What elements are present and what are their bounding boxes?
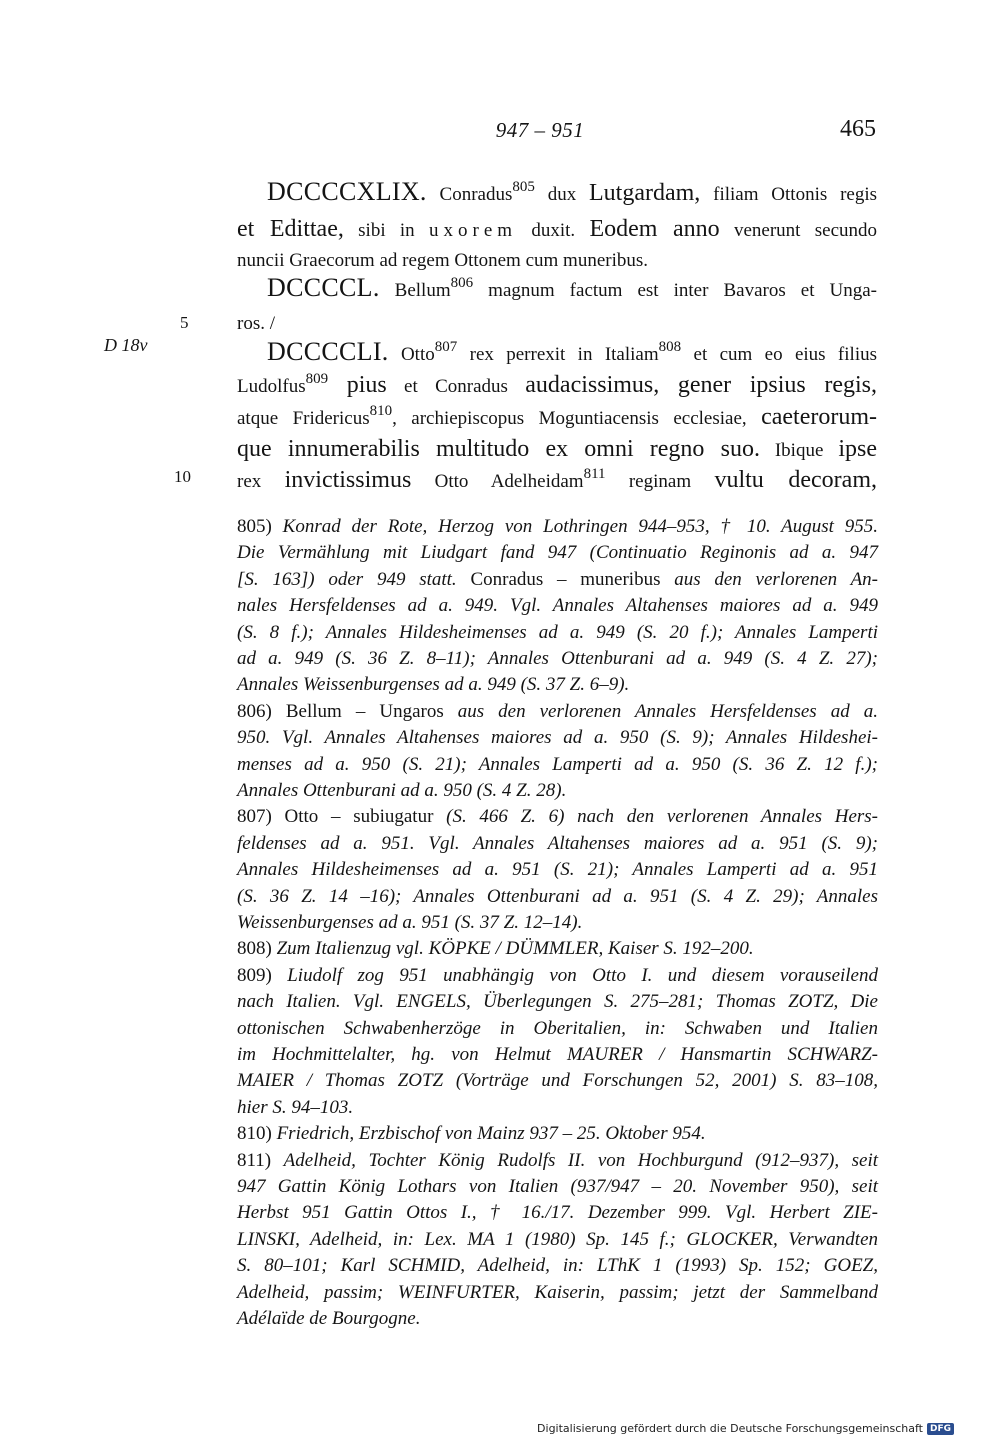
footnote-811-line xyxy=(237,1280,878,1306)
footnote-text: hier S. 94–103. xyxy=(237,1096,354,1118)
footnote-text: LINSKI, Adelheid, in: Lex. MA 1 (1980) Sp. 145 f.; GLOCKER, Verwandten xyxy=(237,1228,878,1250)
footnote-text: S. 80–101; Karl SCHMID, Adelheid, in: LThK 1 (1993) Sp. 152; GOEZ, xyxy=(237,1255,878,1277)
footnote-806-line xyxy=(237,752,878,778)
main-line-9: que innumerabilis multitudo ex omni regno suo. Ibique ipse xyxy=(237,436,877,462)
footnote-805-line xyxy=(237,540,878,566)
main-line-4: DCCCCL. Bellum$^{806}$ magnum factum est inter Bavaros et Unga- xyxy=(267,273,877,302)
footnote-ref: 808 xyxy=(658,339,682,355)
footnote-text: Liudolf zog 951 unabhängig von Otto I. und diesem vorauseilend xyxy=(287,964,878,986)
footnote-809-line xyxy=(237,1042,878,1068)
main-line-5: ros. / xyxy=(237,313,275,334)
footnotes xyxy=(237,514,878,1329)
page-header-range: 947 – 951 xyxy=(495,118,585,142)
footnote-806-line xyxy=(237,778,878,804)
footnote-810-line xyxy=(237,1121,878,1147)
footnote-text: (S. 36 Z. 14 –16); Annales Ottenburani ad a. 951 (S. 4 Z. 29); Annales xyxy=(237,885,878,907)
footnote-807-line xyxy=(237,857,878,883)
page-number: 465 xyxy=(840,116,876,142)
main-line-8: atque Fridericus$^{810}$, archiepiscopus Moguntiacensis ecclesiae, caeterorum- xyxy=(237,403,877,430)
footnote-lemma: Conradus – muneribus xyxy=(470,568,661,590)
footnote-807-line xyxy=(237,831,878,857)
footnote-text: Konrad der Rote, Herzog von Lothringen 944–953, † 10. August 955. xyxy=(282,516,878,537)
line-number-5: 5 xyxy=(180,313,189,332)
footnote-text: Weissenburgenses ad a. 951 (S. 37 Z. 12–14). xyxy=(237,912,583,933)
footnote-ref: 805 xyxy=(512,179,535,195)
footnote-text: Zum Italienzug vgl. KÖPKE / DÜMMLER, Kaiser S. 192–200. xyxy=(276,938,754,960)
footnote-811-line xyxy=(237,1227,878,1253)
footnote-text: Annales Ottenburani ad a. 950 (S. 4 Z. 28). xyxy=(237,780,567,801)
main-line-7: Ludolfus$^{809}$ pius et Conradus audacissimus, gener ipsius regis, xyxy=(237,371,877,398)
footnote-ref: 806 xyxy=(450,275,474,291)
footnote-806-line xyxy=(237,699,878,725)
footnote-text: 950. Vgl. Annales Altahenses maiores ad a. 950 (S. 9); Annales Hildeshei- xyxy=(237,727,878,749)
footnote-805-line xyxy=(237,593,878,619)
footnote-text: 947 Gattin König Lothars von Italien (937/947 – 20. November 950), seit xyxy=(237,1176,878,1197)
footnote-text: aus den verlorenen Annales Hersfeldenses ad a. xyxy=(443,700,878,722)
dfg-logo: DFG xyxy=(927,1423,954,1435)
footnote-811-line xyxy=(237,1306,878,1332)
footnote-text: Annales Weissenburgenses ad a. 949 (S. 37 Z. 6–9). xyxy=(237,674,630,696)
footnote-number: 809) xyxy=(237,964,288,986)
footnote-number: 806) xyxy=(237,700,286,722)
main-line-6: DCCCCLI. Otto$^{807}$ rex perrexit in Italiam$^{808}$ et cum eo eius filius xyxy=(267,337,877,366)
footnote-ref: 807 xyxy=(434,339,458,355)
footnote-text: ottonischen Schwabenherzöge in Oberitalien, in: Schwaben und Italien xyxy=(237,1017,878,1039)
footnote-809-line xyxy=(237,989,878,1015)
footnote-text: nach Italien. Vgl. ENGELS, Überlegungen S. 275–281; Thomas ZOTZ, Die xyxy=(237,991,878,1013)
footnote-lemma: Otto – subiugatur xyxy=(284,806,434,828)
footnote-811-line xyxy=(237,1200,878,1226)
main-line-10: rex invictissimus Otto Adelheidam$^{811}$ reginam vultu decoram, xyxy=(237,466,877,493)
footnote-text: ad a. 949 (S. 36 Z. 8–11); Annales Ottenburani ad a. 949 (S. 4 Z. 27); xyxy=(237,648,878,669)
digitization-credit xyxy=(537,1422,954,1435)
footnote-805-line xyxy=(237,646,878,672)
footnote-number: 811) xyxy=(237,1149,284,1171)
footnote-text: menses ad a. 950 (S. 21); Annales Lamperti ad a. 950 (S. 36 Z. 12 f.); xyxy=(237,753,878,775)
footnote-811-line xyxy=(237,1148,878,1174)
footnote-number: 805) xyxy=(237,516,283,537)
main-text xyxy=(237,175,877,495)
footnote-811-line xyxy=(237,1253,878,1279)
footnote-809-line xyxy=(237,1068,878,1094)
footnote-text: Die Vermählung mit Liudgart fand 947 (Continuatio Reginonis ad a. 947 xyxy=(237,542,878,564)
footnote-808-line xyxy=(237,936,878,962)
footnote-text: Friedrich, Erzbischof von Mainz 937 – 25. Oktober 954. xyxy=(276,1123,706,1145)
footnote-number: 810) xyxy=(237,1123,277,1145)
footnote-text: Adélaïde de Bourgogne. xyxy=(237,1308,421,1329)
footnote-809-line xyxy=(237,1095,878,1121)
footnote-ref: 810 xyxy=(369,403,393,419)
footnote-text: [S. 163]) oder 949 statt. xyxy=(237,568,471,590)
line-number-10: 10 xyxy=(174,467,191,486)
footnote-number: 808) xyxy=(237,938,277,960)
footnote-text: MAIER / Thomas ZOTZ (Vorträge und Forschungen 52, 2001) S. 83–108, xyxy=(237,1070,878,1092)
footnote-text: im Hochmittelalter, hg. von Helmut MAURER / Hansmartin SCHWARZ- xyxy=(237,1044,878,1065)
credit-text: Digitalisierung gefördert durch die Deutsche Forschungsgemeinschaft xyxy=(537,1422,923,1435)
footnote-lemma: Bellum – Ungaros xyxy=(285,700,444,722)
footnote-text: (S. 466 Z. 6) nach den verlorenen Annales Hers- xyxy=(433,806,878,828)
main-line-1: DCCCCXLIX. Conradus$^{805}$ dux Lutgardam, filiam Ottonis regis xyxy=(267,177,878,206)
footnote-809-line xyxy=(237,1016,878,1042)
footnote-809-line xyxy=(237,963,878,989)
footnote-number: 807) xyxy=(237,806,285,828)
footnote-805-line xyxy=(237,620,878,646)
footnote-807-line xyxy=(237,910,878,936)
footnote-text: nales Hersfeldenses ad a. 949. Vgl. Annales Altahenses maiores ad a. 949 xyxy=(237,595,878,617)
footnote-text: Adelheid, Tochter König Rudolfs II. von Hochburgund (912–937), seit xyxy=(283,1149,878,1171)
main-line-2: et Edittae, sibi in uxorem duxit. Eodem anno venerunt secundo xyxy=(237,216,877,242)
footnote-805-line xyxy=(237,672,878,698)
footnote-text: Annales Hildesheimenses ad a. 951 (S. 21); Annales Lamperti ad a. 951 xyxy=(237,859,878,881)
footnote-807-line xyxy=(237,884,878,910)
footnote-ref: 811 xyxy=(583,466,606,482)
main-line-3: nuncii Graecorum ad regem Ottonem cum muneribus. xyxy=(237,250,649,271)
footnote-text: aus den verlorenen An- xyxy=(660,568,878,590)
footnote-806-line xyxy=(237,725,878,751)
footnote-text: (S. 8 f.); Annales Hildesheimenses ad a. 949 (S. 20 f.); Annales Lamperti xyxy=(237,621,878,643)
footnote-811-line xyxy=(237,1174,878,1200)
footnote-805-line xyxy=(237,567,878,593)
footnote-807-line xyxy=(237,804,878,830)
footnote-text: Adelheid, passim; WEINFURTER, Kaiserin, passim; jetzt der Sammelband xyxy=(237,1281,878,1303)
footnote-805-line xyxy=(237,514,878,540)
footnote-text: feldenses ad a. 951. Vgl. Annales Altahenses maiores ad a. 951 (S. 9); xyxy=(237,832,878,854)
footnote-text: Herbst 951 Gattin Ottos I., † 16./17. Dezember 999. Vgl. Herbert ZIE- xyxy=(237,1202,878,1224)
footnote-ref: 809 xyxy=(305,371,329,387)
manuscript-sigla: D 18v xyxy=(104,335,148,355)
